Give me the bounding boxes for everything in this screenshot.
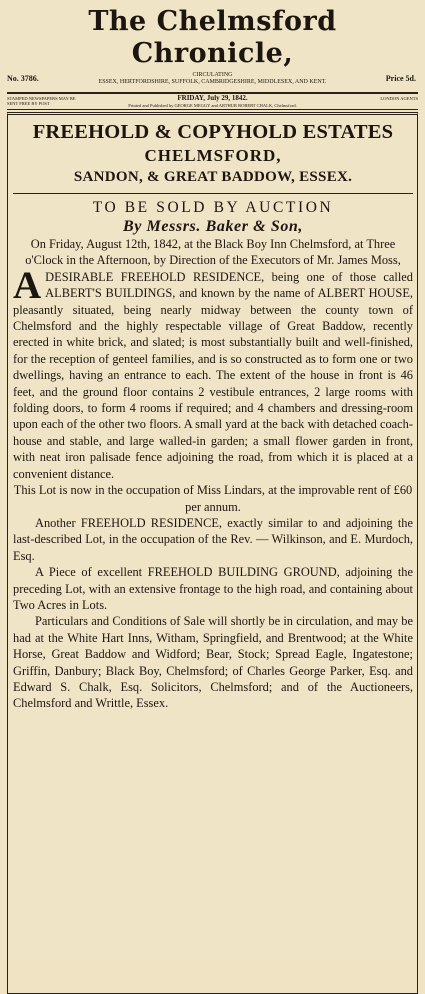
printer-line: Printed and Published by GEORGE MEGGY and ARTHUR ROBERT CHALK, Chelmsford. xyxy=(128,103,297,108)
lot-one-text: DESIRABLE FREEHOLD RESIDENCE, being one of those called ALBERT'S BUILDINGS, and known by the name of ALBERT HOUSE, pleasantly situated, being nearly midway between the county town of Chelmsford and the highly respectable village of Great Baddow, recently erected in white brick, and slated; is most substantially built and well-finished, for the reception of genteel families, and is so constructed as to form one or two dwellings, having an entrance to each. The extent of the house in front is 46 feet, and the ground floor contains 2 vestibule entrances, 2 large rooms with folding doors, to form 4 rooms if required; and 4 chambers and dressing-room upon each of the other two floors. A small yard at the back with detached coach-house and stable, and large walled-in garden; a small flower garden in front, with neat iron palisade fence adjoining the road, from which it is placed at a convenient distance. xyxy=(13,269,413,481)
masthead-info-row xyxy=(7,70,418,92)
auction-notice: TO BE SOLD BY AUCTION xyxy=(92,199,334,216)
sale-details: On Friday, August 12th, 1842, at the Black Boy Inn Chelmsford, at Three o'Clock in the Afternoon, by Direction of the Executors of Mr. James Moss, xyxy=(25,237,401,268)
right-note: LONDON AGENTS xyxy=(380,96,418,101)
counties-line: ESSEX, HERTFORDSHIRE, SUFFOLK, CAMBRIDGESHIRE, MIDDLESEX, AND KENT. xyxy=(98,79,327,85)
drop-cap: A xyxy=(13,263,42,307)
left-note: STAMPED NEWSPAPERS MAY BE SENT FREE BY POST xyxy=(7,96,76,106)
lot-one-occupation: This Lot is now in the occupation of Miss Lindars, at the improvable rent of £60 per annum. xyxy=(13,483,413,514)
circulating-label: CIRCULATING xyxy=(192,72,233,78)
advert-heading-main: FREEHOLD & COPYHOLD ESTATES xyxy=(32,121,394,143)
issue-date: FRIDAY, July 29, 1842. xyxy=(177,94,248,102)
particulars-of-sale: Particulars and Conditions of Sale will shortly be in circulation, and may be had at the White Hart Inns, Witham, Springfield, and Brentwood; at the White Horse, Great Baddow and Widford; Bear, Stock; Spread Eagle, Ingatestone; Griffin, Danbury; Black Boy, Chelmsford; of Charles George Parker, Esq. and Edward S. Chalk, Esq. Solicitors, Chelmsford; and of the Auctioneers, Chelmsford and Writtle, Essex. xyxy=(13,614,413,711)
masthead-title: The Chelmsford Chronicle, xyxy=(88,6,337,69)
advertisement-box xyxy=(7,112,418,994)
advert-heading-places: SANDON, & GREAT BADDOW, ESSEX. xyxy=(73,169,353,185)
price-label: Price 5d. xyxy=(385,74,416,83)
dateline-rule xyxy=(7,109,418,110)
lot-three-description: A Piece of excellent FREEHOLD BUILDING GROUND, adjoining the preceding Lot, with an extensive frontage to the high road, and containing about Two Acres in Lots. xyxy=(13,565,413,612)
advert-separator xyxy=(13,193,413,194)
lot-two-description: Another FREEHOLD RESIDENCE, exactly similar to and adjoining the last-described Lot, in the occupation of the Rev. — Wilkinson, and E. Murdoch, Esq. xyxy=(13,515,413,563)
dateline xyxy=(7,94,418,109)
lot-one-description xyxy=(13,263,413,482)
advert-heading-town: CHELMSFORD, xyxy=(144,146,282,165)
issue-number: No. 3786. xyxy=(7,74,39,83)
auctioneers-line: By Messrs. Baker & Son, xyxy=(122,218,304,235)
